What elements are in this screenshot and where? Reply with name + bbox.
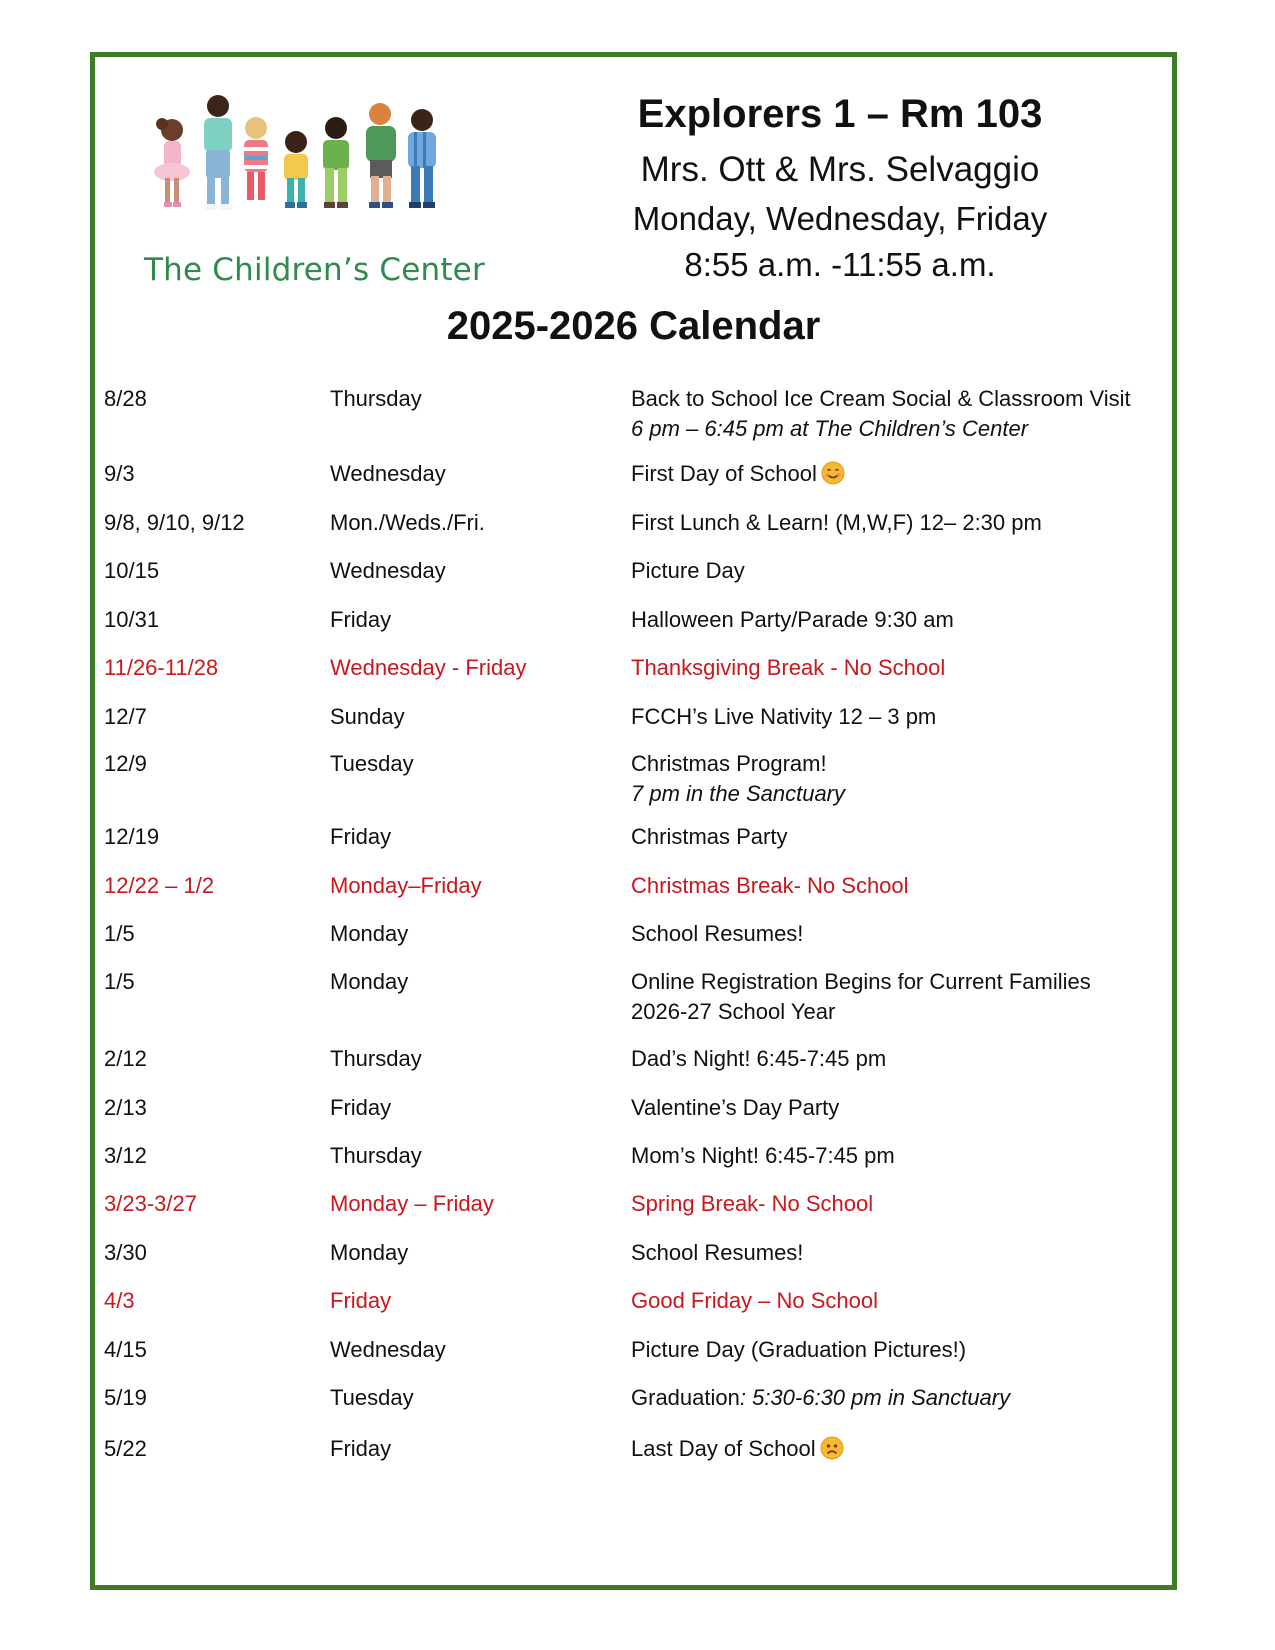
- row-day: Wednesday: [330, 1337, 446, 1362]
- row-day: Friday: [330, 607, 392, 632]
- event-note: : 5:30-6:30 pm in Sanctuary: [739, 1385, 1011, 1410]
- row-day: Sunday: [330, 704, 405, 729]
- row-date: 4/3: [104, 1288, 135, 1313]
- class-time: 8:55 a.m. -11:55 a.m.: [684, 246, 996, 283]
- row-date: 9/3: [104, 461, 135, 486]
- teacher-names: Mrs. Ott & Mrs. Selvaggio: [640, 150, 1040, 189]
- children-illustration-icon: [150, 92, 460, 232]
- event-note: 7 pm in the Sanctuary: [631, 781, 846, 806]
- event-note: 6 pm – 6:45 pm at The Children’s Center: [631, 416, 1029, 441]
- row-day: Friday: [330, 824, 392, 849]
- row-date: 1/5: [104, 969, 135, 994]
- row-event: [631, 967, 1151, 1027]
- event-text: Last Day of School: [631, 1436, 816, 1461]
- row-date: 2/12: [104, 1046, 147, 1071]
- smiling-face-icon: [821, 461, 845, 485]
- row-date: 11/26-11/28: [104, 655, 219, 680]
- row-event: [631, 749, 1151, 809]
- row-event: School Resumes!: [631, 1240, 804, 1265]
- row-day: Tuesday: [330, 1385, 414, 1410]
- event-note: 2026-27 School Year: [631, 999, 836, 1024]
- row-event: Picture Day (Graduation Pictures!): [631, 1337, 967, 1362]
- row-event: [631, 384, 1151, 444]
- row-day: Wednesday - Friday: [330, 655, 527, 680]
- event-text: First Day of School: [631, 461, 817, 486]
- row-date: 3/30: [104, 1240, 147, 1265]
- row-date: 10/31: [104, 607, 160, 632]
- row-date: 8/28: [104, 386, 147, 411]
- row-day: Friday: [330, 1095, 392, 1120]
- childrens-center-logo: [140, 92, 485, 292]
- row-event: Picture Day: [631, 558, 745, 583]
- row-day: Wednesday: [330, 558, 446, 583]
- row-event: Dad’s Night! 6:45-7:45 pm: [631, 1046, 887, 1071]
- logo-text: The Children’s Center: [144, 252, 485, 288]
- class-days: Monday, Wednesday, Friday: [632, 200, 1048, 237]
- row-event: [631, 459, 1151, 489]
- calendar-title: 2025-2026 Calendar: [446, 304, 821, 348]
- row-event: Good Friday – No School: [631, 1288, 879, 1313]
- row-date: 3/23-3/27: [104, 1191, 197, 1216]
- row-date: 5/22: [104, 1436, 147, 1461]
- row-day: Thursday: [330, 386, 422, 411]
- row-day: Wednesday: [330, 461, 446, 486]
- frowning-face-icon: [820, 1436, 844, 1460]
- row-event: First Lunch & Learn! (M,W,F) 12– 2:30 pm: [631, 510, 1042, 535]
- row-date: 10/15: [104, 558, 160, 583]
- row-event: School Resumes!: [631, 921, 804, 946]
- row-event: Halloween Party/Parade 9:30 am: [631, 607, 954, 632]
- row-day: Mon./Weds./Fri.: [330, 510, 485, 535]
- row-date: 12/9: [104, 751, 147, 776]
- row-day: Thursday: [330, 1143, 422, 1168]
- row-date: 2/13: [104, 1095, 147, 1120]
- row-event: Thanksgiving Break - No School: [631, 655, 946, 680]
- event-text: Christmas Program!: [631, 751, 827, 776]
- row-day: Monday – Friday: [330, 1191, 494, 1216]
- row-date: 12/19: [104, 824, 160, 849]
- row-date: 9/8, 9/10, 9/12: [104, 510, 245, 535]
- row-event: Christmas Party: [631, 824, 788, 849]
- row-day: Monday: [330, 921, 409, 946]
- row-day: Friday: [330, 1288, 392, 1313]
- row-day: Tuesday: [330, 751, 414, 776]
- row-event: Spring Break- No School: [631, 1191, 874, 1216]
- row-date: 4/15: [104, 1337, 147, 1362]
- event-text: Online Registration Begins for Current Families: [631, 969, 1091, 994]
- row-day: Friday: [330, 1436, 392, 1461]
- row-event: [631, 1434, 1151, 1464]
- row-event: Christmas Break- No School: [631, 873, 909, 898]
- row-day: Monday: [330, 969, 409, 994]
- event-text: Graduation: [631, 1385, 740, 1410]
- row-date: 12/22 – 1/2: [104, 873, 215, 898]
- row-date: 5/19: [104, 1385, 147, 1410]
- row-day: Monday: [330, 1240, 409, 1265]
- row-event: [631, 1383, 1151, 1413]
- row-date: 3/12: [104, 1143, 147, 1168]
- event-text: Back to School Ice Cream Social & Classroom Visit: [631, 386, 1131, 411]
- row-date: 12/7: [104, 704, 147, 729]
- row-event: Mom’s Night! 6:45-7:45 pm: [631, 1143, 895, 1168]
- row-day: Monday–Friday: [330, 873, 482, 898]
- row-date: 1/5: [104, 921, 135, 946]
- class-title: Explorers 1 – Rm 103: [637, 92, 1043, 136]
- row-event: FCCH’s Live Nativity 12 – 3 pm: [631, 704, 937, 729]
- row-event: Valentine’s Day Party: [631, 1095, 840, 1120]
- row-day: Thursday: [330, 1046, 422, 1071]
